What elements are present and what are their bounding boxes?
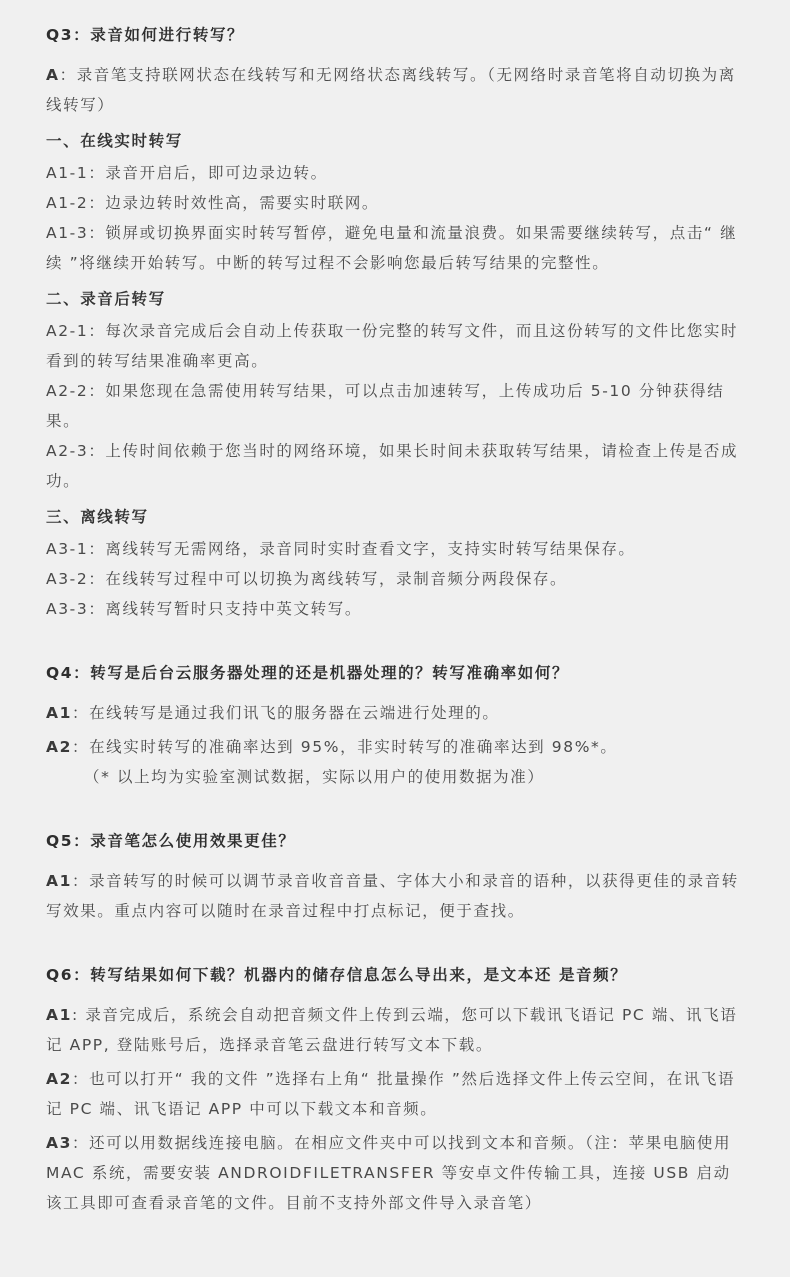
answer-item: A2-2：如果您现在急需使用转写结果，可以点击加速转写，上传成功后 5-10 分钟获得结果。 [46, 382, 725, 430]
answer-label: A1 [46, 1006, 72, 1024]
answer-label: A1 [46, 872, 72, 890]
answer-text: ：也可以打开“ 我的文件 ”选择右上角“ 批量操作 ”然后选择文件上传云空间，在讯飞语记 PC 端、讯飞语记 APP 中可以下载文本和音频。 [46, 1070, 736, 1118]
answer-paragraph [46, 1064, 746, 1124]
answer-paragraph [46, 1000, 746, 1060]
answer-paragraph [46, 732, 746, 762]
question-title: Q4：转写是后台云服务器处理的还是机器处理的？转写准确率如何？ [46, 664, 570, 682]
question-title: Q3：录音如何进行转写？ [46, 26, 245, 44]
answer-paragraph [46, 60, 746, 120]
faq-section-q6 [46, 964, 746, 1218]
question-title: Q6：转写结果如何下载？机器内的储存信息怎么导出来，是文本还 是音频？ [46, 966, 628, 984]
answer-text: ：还可以用数据线连接电脑。在相应文件夹中可以找到文本和音频。（注：苹果电脑使用 MAC 系统，需要安装 ANDROIDFILETRANSFER 等安卓文件传输工具，连接 USB 启动该工具即可查看录音笔的文件。目前不支持外部文件导入录音笔） [46, 1134, 732, 1212]
footnote: （* 以上均为实验室测试数据，实际以用户的使用数据为准） [84, 768, 545, 786]
subsection-heading: 三、离线转写 [46, 508, 149, 526]
answer-text: ：在线实时转写的准确率达到 95%，非实时转写的准确率达到 98%*。 [71, 738, 618, 756]
question-title: Q5：录音笔怎么使用效果更佳？ [46, 832, 296, 850]
answer-text: : 录音完成后，系统会自动把音频文件上传到云端，您可以下载讯飞语记 PC 端、讯飞语记 APP, 登陆账号后，选择录音笔云盘进行转写文本下载。 [46, 1006, 738, 1054]
answer-item: A1-2：边录边转时效性高，需要实时联网。 [46, 194, 380, 212]
faq-section-q4 [46, 662, 746, 792]
answer-label: A2 [46, 738, 72, 756]
answer-item: A3-3：离线转写暂时只支持中英文转写。 [46, 600, 362, 618]
answer-label: A2 [46, 1070, 72, 1088]
answer-text: ：录音笔支持联网状态在线转写和无网络状态离线转写。（无网络时录音笔将自动切换为离线转写） [46, 66, 736, 114]
answer-label: A [46, 66, 60, 84]
faq-section-q5 [46, 830, 746, 926]
answer-item: A3-1：离线转写无需网络，录音同时实时查看文字，支持实时转写结果保存。 [46, 540, 636, 558]
answer-item: A1-1：录音开启后，即可边录边转。 [46, 164, 328, 182]
answer-item: A2-3：上传时间依赖于您当时的网络环境，如果长时间未获取转写结果，请检查上传是否成功。 [46, 442, 739, 490]
faq-section-q3 [46, 24, 746, 624]
answer-paragraph [46, 698, 746, 728]
answer-item: A1-3：锁屏或切换界面实时转写暂停，避免电量和流量浪费。如果需要继续转写，点击“ 继续 ”将继续开始转写。中断的转写过程不会影响您最后转写结果的完整性。 [46, 224, 738, 272]
subsection-heading: 二、录音后转写 [46, 290, 166, 308]
answer-paragraph [46, 866, 746, 926]
subsection-heading: 一、在线实时转写 [46, 132, 183, 150]
answer-text: ：在线转写是通过我们讯飞的服务器在云端进行处理的。 [71, 704, 500, 722]
answer-text: ：录音转写的时候可以调节录音收音音量、字体大小和录音的语种，以获得更佳的录音转写效果。重点内容可以随时在录音过程中打点标记，便于查找。 [46, 872, 739, 920]
answer-item: A2-1：每次录音完成后会自动上传获取一份完整的转写文件，而且这份转写的文件比您实时看到的转写结果准确率更高。 [46, 322, 739, 370]
answer-label: A3 [46, 1134, 72, 1152]
answer-paragraph [46, 1128, 746, 1218]
faq-page [46, 24, 746, 1218]
answer-item: A3-2：在线转写过程中可以切换为离线转写，录制音频分两段保存。 [46, 570, 568, 588]
answer-label: A1 [46, 704, 72, 722]
